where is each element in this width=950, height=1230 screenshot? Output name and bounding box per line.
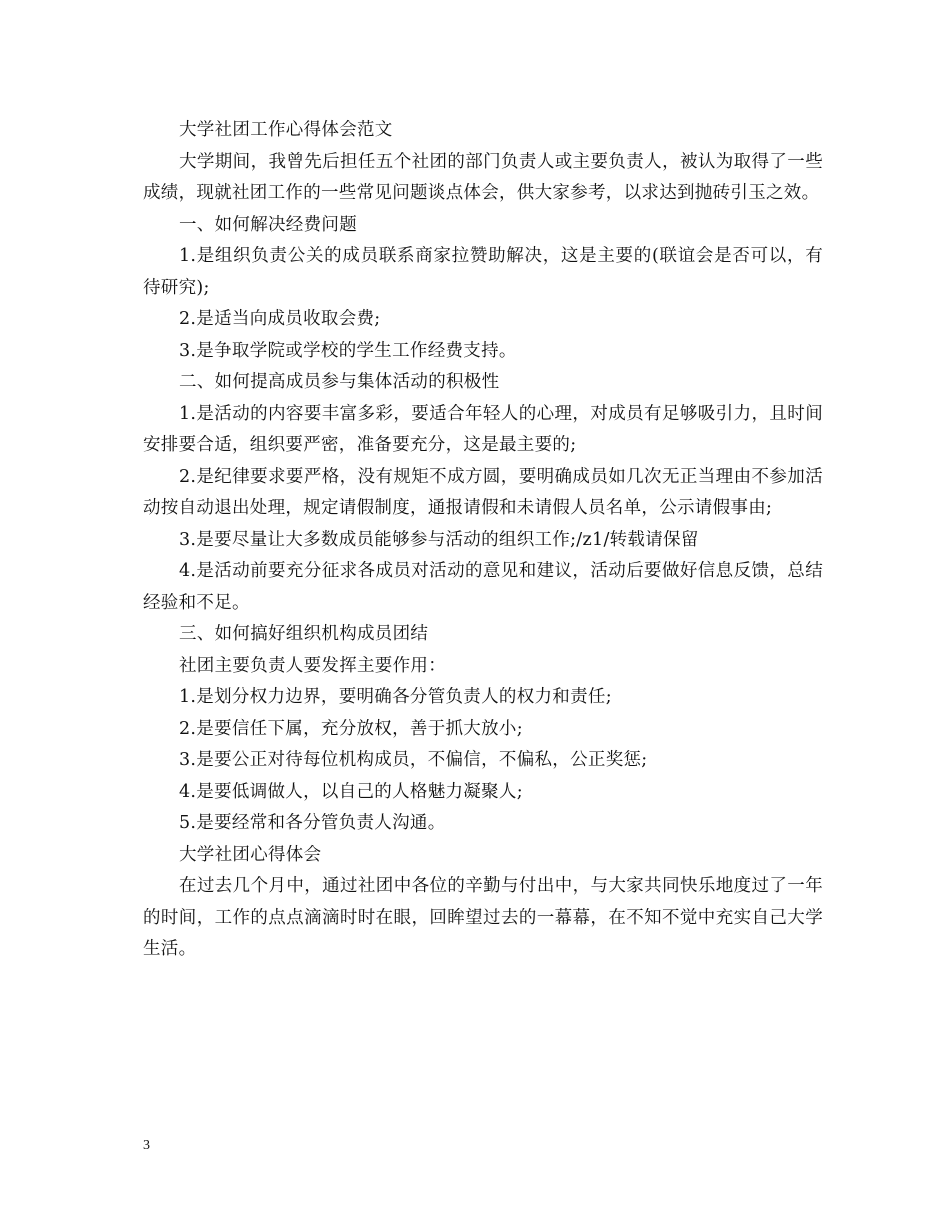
page-number: 3 xyxy=(143,1138,150,1153)
section-heading-unity: 三、如何搞好组织机构成员团结 xyxy=(179,624,429,644)
paragraph-reflection: 在过去几个月中，通过社团中各位的辛勤与付出中，与大家共同快乐地度过了一年的时间，工作的点点滴滴时时在眼，回眸望过去的一幕幕，在不知不觉中充实自己大学生活。 xyxy=(143,876,823,959)
document-title: 大学社团工作心得体会范文 xyxy=(179,120,393,140)
list-item: 2.是适当向成员收取会费; xyxy=(179,309,381,329)
list-item: 4.是要低调做人，以自己的人格魅力凝聚人; xyxy=(179,781,523,802)
list-item: 3.是争取学院或学校的学生工作经费支持。 xyxy=(179,340,517,361)
document-body xyxy=(143,115,823,966)
paragraph-intro: 大学期间，我曾先后担任五个社团的部门负责人或主要负责人，被认为取得了一些成绩，现就社团工作的一些常见问题谈点体会，供大家参考，以求达到抛砖引玉之效。 xyxy=(143,151,823,203)
list-item: 5.是要经常和各分管负责人沟通。 xyxy=(179,813,446,833)
list-item: 2.是要信任下属，充分放权，善于抓大放小; xyxy=(179,718,523,739)
section-heading-participation: 二、如何提高成员参与集体活动的积极性 xyxy=(179,372,500,392)
list-item: 1.是划分权力边界，要明确各分管负责人的权力和责任; xyxy=(179,687,612,707)
paragraph-leader-role: 社团主要负责人要发挥主要作用： xyxy=(179,655,446,676)
list-item: 1.是活动的内容要丰富多彩，要适合年轻人的心理，对成员有足够吸引力，且时间安排要合适，组织要严密，准备要充分，这是最主要的; xyxy=(143,403,823,455)
list-item: 4.是活动前要充分征求各成员对活动的意见和建议，活动后要做好信息反馈，总结经验和不足。 xyxy=(143,561,823,613)
list-item: 1.是组织负责公关的成员联系商家拉赞助解决，这是主要的(联谊会是否可以，有待研究); xyxy=(143,246,823,298)
list-item: 2.是纪律要求要严格，没有规矩不成方圆，要明确成员如几次无正当理由不参加活动按自动退出处理，规定请假制度，通报请假和未请假人员名单，公示请假事由; xyxy=(143,466,823,518)
list-item: 3.是要公正对待每位机构成员，不偏信，不偏私，公正奖惩; xyxy=(179,750,648,770)
section-heading-experience: 大学社团心得体会 xyxy=(179,844,322,865)
list-item: 3.是要尽量让大多数成员能够参与活动的组织工作;/z1/转载请保留 xyxy=(179,529,699,550)
section-heading-funding: 一、如何解决经费问题 xyxy=(179,214,357,235)
